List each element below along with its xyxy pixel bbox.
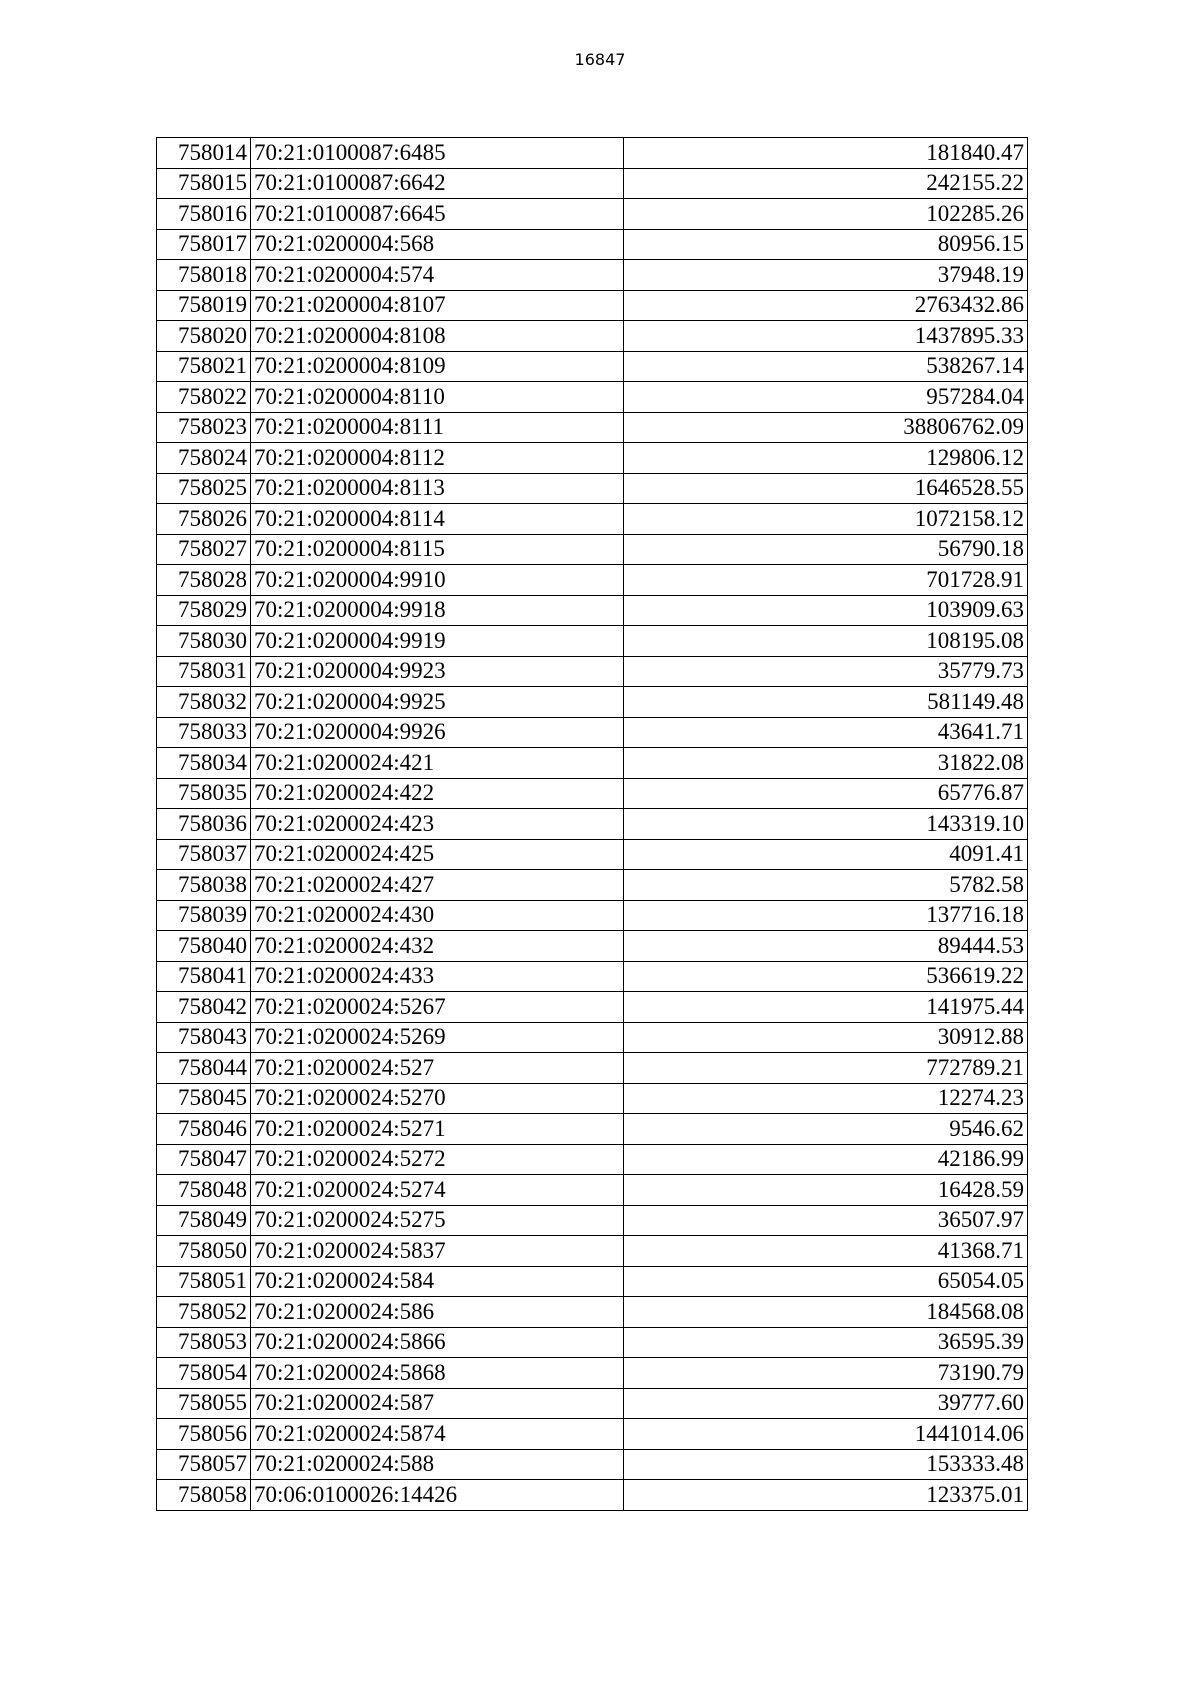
cadastral-number-cell: 70:21:0200024:5874 — [251, 1419, 624, 1450]
row-number-cell: 758053 — [157, 1327, 251, 1358]
row-number-cell: 758018 — [157, 260, 251, 291]
table-row — [157, 748, 1028, 779]
table-row — [157, 961, 1028, 992]
cadastral-number-cell: 70:21:0200004:8114 — [251, 504, 624, 535]
cadastral-number-cell: 70:21:0200004:9926 — [251, 717, 624, 748]
cadastral-number-cell: 70:06:0100026:14426 — [251, 1480, 624, 1511]
table-row — [157, 1388, 1028, 1419]
data-table — [156, 137, 1028, 1511]
cadastral-number-cell: 70:21:0200024:588 — [251, 1449, 624, 1480]
value-cell: 30912.88 — [624, 1022, 1028, 1053]
value-cell: 701728.91 — [624, 565, 1028, 596]
row-number-cell: 758030 — [157, 626, 251, 657]
value-cell: 65776.87 — [624, 778, 1028, 809]
value-cell: 9546.62 — [624, 1114, 1028, 1145]
table-row — [157, 656, 1028, 687]
cadastral-number-cell: 70:21:0100087:6485 — [251, 138, 624, 169]
value-cell: 37948.19 — [624, 260, 1028, 291]
row-number-cell: 758016 — [157, 199, 251, 230]
table-row — [157, 1205, 1028, 1236]
row-number-cell: 758023 — [157, 412, 251, 443]
cadastral-number-cell: 70:21:0200024:433 — [251, 961, 624, 992]
row-number-cell: 758033 — [157, 717, 251, 748]
row-number-cell: 758027 — [157, 534, 251, 565]
cadastral-number-cell: 70:21:0200024:5269 — [251, 1022, 624, 1053]
table-row — [157, 687, 1028, 718]
value-cell: 16428.59 — [624, 1175, 1028, 1206]
table-body — [157, 138, 1028, 1511]
row-number-cell: 758046 — [157, 1114, 251, 1145]
row-number-cell: 758035 — [157, 778, 251, 809]
value-cell: 242155.22 — [624, 168, 1028, 199]
cadastral-number-cell: 70:21:0200024:587 — [251, 1388, 624, 1419]
row-number-cell: 758022 — [157, 382, 251, 413]
value-cell: 2763432.86 — [624, 290, 1028, 321]
value-cell: 43641.71 — [624, 717, 1028, 748]
cadastral-number-cell: 70:21:0200024:527 — [251, 1053, 624, 1084]
value-cell: 581149.48 — [624, 687, 1028, 718]
table-row — [157, 931, 1028, 962]
cadastral-number-cell: 70:21:0200024:427 — [251, 870, 624, 901]
cadastral-number-cell: 70:21:0200024:5272 — [251, 1144, 624, 1175]
row-number-cell: 758019 — [157, 290, 251, 321]
row-number-cell: 758049 — [157, 1205, 251, 1236]
value-cell: 102285.26 — [624, 199, 1028, 230]
value-cell: 65054.05 — [624, 1266, 1028, 1297]
row-number-cell: 758036 — [157, 809, 251, 840]
row-number-cell: 758055 — [157, 1388, 251, 1419]
row-number-cell: 758048 — [157, 1175, 251, 1206]
value-cell: 35779.73 — [624, 656, 1028, 687]
table-row — [157, 473, 1028, 504]
table-row — [157, 1419, 1028, 1450]
row-number-cell: 758044 — [157, 1053, 251, 1084]
cadastral-number-cell: 70:21:0200004:8111 — [251, 412, 624, 443]
cadastral-number-cell: 70:21:0200024:5270 — [251, 1083, 624, 1114]
table-row — [157, 138, 1028, 169]
cadastral-number-cell: 70:21:0200024:5868 — [251, 1358, 624, 1389]
cadastral-number-cell: 70:21:0200004:9925 — [251, 687, 624, 718]
row-number-cell: 758045 — [157, 1083, 251, 1114]
value-cell: 36595.39 — [624, 1327, 1028, 1358]
table-row — [157, 1480, 1028, 1511]
cadastral-number-cell: 70:21:0200004:8108 — [251, 321, 624, 352]
page-number: 16847 — [574, 50, 626, 69]
table-row — [157, 1236, 1028, 1267]
value-cell: 538267.14 — [624, 351, 1028, 382]
value-cell: 141975.44 — [624, 992, 1028, 1023]
row-number-cell: 758052 — [157, 1297, 251, 1328]
table-row — [157, 1022, 1028, 1053]
value-cell: 137716.18 — [624, 900, 1028, 931]
value-cell: 56790.18 — [624, 534, 1028, 565]
row-number-cell: 758029 — [157, 595, 251, 626]
table-row — [157, 1144, 1028, 1175]
cadastral-number-cell: 70:21:0100087:6645 — [251, 199, 624, 230]
row-number-cell: 758040 — [157, 931, 251, 962]
cadastral-number-cell: 70:21:0200004:8107 — [251, 290, 624, 321]
cadastral-number-cell: 70:21:0200024:5271 — [251, 1114, 624, 1145]
table-row — [157, 1327, 1028, 1358]
cadastral-number-cell: 70:21:0200004:568 — [251, 229, 624, 260]
table-row — [157, 717, 1028, 748]
value-cell: 5782.58 — [624, 870, 1028, 901]
row-number-cell: 758015 — [157, 168, 251, 199]
table-row — [157, 1114, 1028, 1145]
cadastral-number-cell: 70:21:0200004:8110 — [251, 382, 624, 413]
row-number-cell: 758038 — [157, 870, 251, 901]
cadastral-number-cell: 70:21:0200024:5274 — [251, 1175, 624, 1206]
table-row — [157, 412, 1028, 443]
table-row — [157, 290, 1028, 321]
table-row — [157, 1266, 1028, 1297]
row-number-cell: 758025 — [157, 473, 251, 504]
table-row — [157, 443, 1028, 474]
cadastral-number-cell: 70:21:0200024:5267 — [251, 992, 624, 1023]
row-number-cell: 758039 — [157, 900, 251, 931]
table-row — [157, 534, 1028, 565]
value-cell: 108195.08 — [624, 626, 1028, 657]
row-number-cell: 758032 — [157, 687, 251, 718]
value-cell: 12274.23 — [624, 1083, 1028, 1114]
table-row — [157, 565, 1028, 596]
table-row — [157, 1053, 1028, 1084]
table-row — [157, 992, 1028, 1023]
value-cell: 31822.08 — [624, 748, 1028, 779]
value-cell: 41368.71 — [624, 1236, 1028, 1267]
value-cell: 536619.22 — [624, 961, 1028, 992]
value-cell: 80956.15 — [624, 229, 1028, 260]
cadastral-number-cell: 70:21:0200004:8109 — [251, 351, 624, 382]
cadastral-number-cell: 70:21:0200004:9919 — [251, 626, 624, 657]
row-number-cell: 758051 — [157, 1266, 251, 1297]
cadastral-number-cell: 70:21:0100087:6642 — [251, 168, 624, 199]
cadastral-number-cell: 70:21:0200024:425 — [251, 839, 624, 870]
table-row — [157, 260, 1028, 291]
value-cell: 4091.41 — [624, 839, 1028, 870]
value-cell: 129806.12 — [624, 443, 1028, 474]
row-number-cell: 758042 — [157, 992, 251, 1023]
value-cell: 73190.79 — [624, 1358, 1028, 1389]
row-number-cell: 758047 — [157, 1144, 251, 1175]
cadastral-number-cell: 70:21:0200024:5837 — [251, 1236, 624, 1267]
table-row — [157, 809, 1028, 840]
cadastral-number-cell: 70:21:0200024:432 — [251, 931, 624, 962]
row-number-cell: 758026 — [157, 504, 251, 535]
cadastral-number-cell: 70:21:0200024:584 — [251, 1266, 624, 1297]
table-row — [157, 1297, 1028, 1328]
cadastral-number-cell: 70:21:0200004:9910 — [251, 565, 624, 596]
row-number-cell: 758050 — [157, 1236, 251, 1267]
table-row — [157, 321, 1028, 352]
table-row — [157, 778, 1028, 809]
table-row — [157, 900, 1028, 931]
value-cell: 143319.10 — [624, 809, 1028, 840]
row-number-cell: 758054 — [157, 1358, 251, 1389]
cadastral-number-cell: 70:21:0200024:430 — [251, 900, 624, 931]
value-cell: 123375.01 — [624, 1480, 1028, 1511]
cadastral-number-cell: 70:21:0200004:9923 — [251, 656, 624, 687]
value-cell: 184568.08 — [624, 1297, 1028, 1328]
table-row — [157, 1083, 1028, 1114]
row-number-cell: 758021 — [157, 351, 251, 382]
row-number-cell: 758031 — [157, 656, 251, 687]
row-number-cell: 758017 — [157, 229, 251, 260]
cadastral-number-cell: 70:21:0200024:586 — [251, 1297, 624, 1328]
table-row — [157, 1358, 1028, 1389]
cadastral-number-cell: 70:21:0200024:5275 — [251, 1205, 624, 1236]
value-cell: 39777.60 — [624, 1388, 1028, 1419]
row-number-cell: 758028 — [157, 565, 251, 596]
cadastral-number-cell: 70:21:0200024:421 — [251, 748, 624, 779]
table-row — [157, 382, 1028, 413]
row-number-cell: 758014 — [157, 138, 251, 169]
cadastral-number-cell: 70:21:0200004:574 — [251, 260, 624, 291]
cadastral-number-cell: 70:21:0200004:8113 — [251, 473, 624, 504]
value-cell: 42186.99 — [624, 1144, 1028, 1175]
value-cell: 772789.21 — [624, 1053, 1028, 1084]
cadastral-number-cell: 70:21:0200024:422 — [251, 778, 624, 809]
table-row — [157, 504, 1028, 535]
table-row — [157, 870, 1028, 901]
table-row — [157, 168, 1028, 199]
row-number-cell: 758058 — [157, 1480, 251, 1511]
value-cell: 1441014.06 — [624, 1419, 1028, 1450]
table-row — [157, 1449, 1028, 1480]
table-row — [157, 229, 1028, 260]
value-cell: 1072158.12 — [624, 504, 1028, 535]
value-cell: 89444.53 — [624, 931, 1028, 962]
row-number-cell: 758041 — [157, 961, 251, 992]
cadastral-number-cell: 70:21:0200024:423 — [251, 809, 624, 840]
cadastral-number-cell: 70:21:0200004:8112 — [251, 443, 624, 474]
value-cell: 181840.47 — [624, 138, 1028, 169]
cadastral-number-cell: 70:21:0200004:9918 — [251, 595, 624, 626]
table-row — [157, 626, 1028, 657]
value-cell: 36507.97 — [624, 1205, 1028, 1236]
table-row — [157, 1175, 1028, 1206]
table-row — [157, 351, 1028, 382]
table-row — [157, 199, 1028, 230]
row-number-cell: 758037 — [157, 839, 251, 870]
table-row — [157, 595, 1028, 626]
value-cell: 1437895.33 — [624, 321, 1028, 352]
row-number-cell: 758034 — [157, 748, 251, 779]
row-number-cell: 758020 — [157, 321, 251, 352]
row-number-cell: 758056 — [157, 1419, 251, 1450]
cadastral-number-cell: 70:21:0200024:5866 — [251, 1327, 624, 1358]
row-number-cell: 758043 — [157, 1022, 251, 1053]
value-cell: 1646528.55 — [624, 473, 1028, 504]
row-number-cell: 758024 — [157, 443, 251, 474]
value-cell: 957284.04 — [624, 382, 1028, 413]
table-row — [157, 839, 1028, 870]
value-cell: 103909.63 — [624, 595, 1028, 626]
cadastral-number-cell: 70:21:0200004:8115 — [251, 534, 624, 565]
value-cell: 153333.48 — [624, 1449, 1028, 1480]
value-cell: 38806762.09 — [624, 412, 1028, 443]
row-number-cell: 758057 — [157, 1449, 251, 1480]
